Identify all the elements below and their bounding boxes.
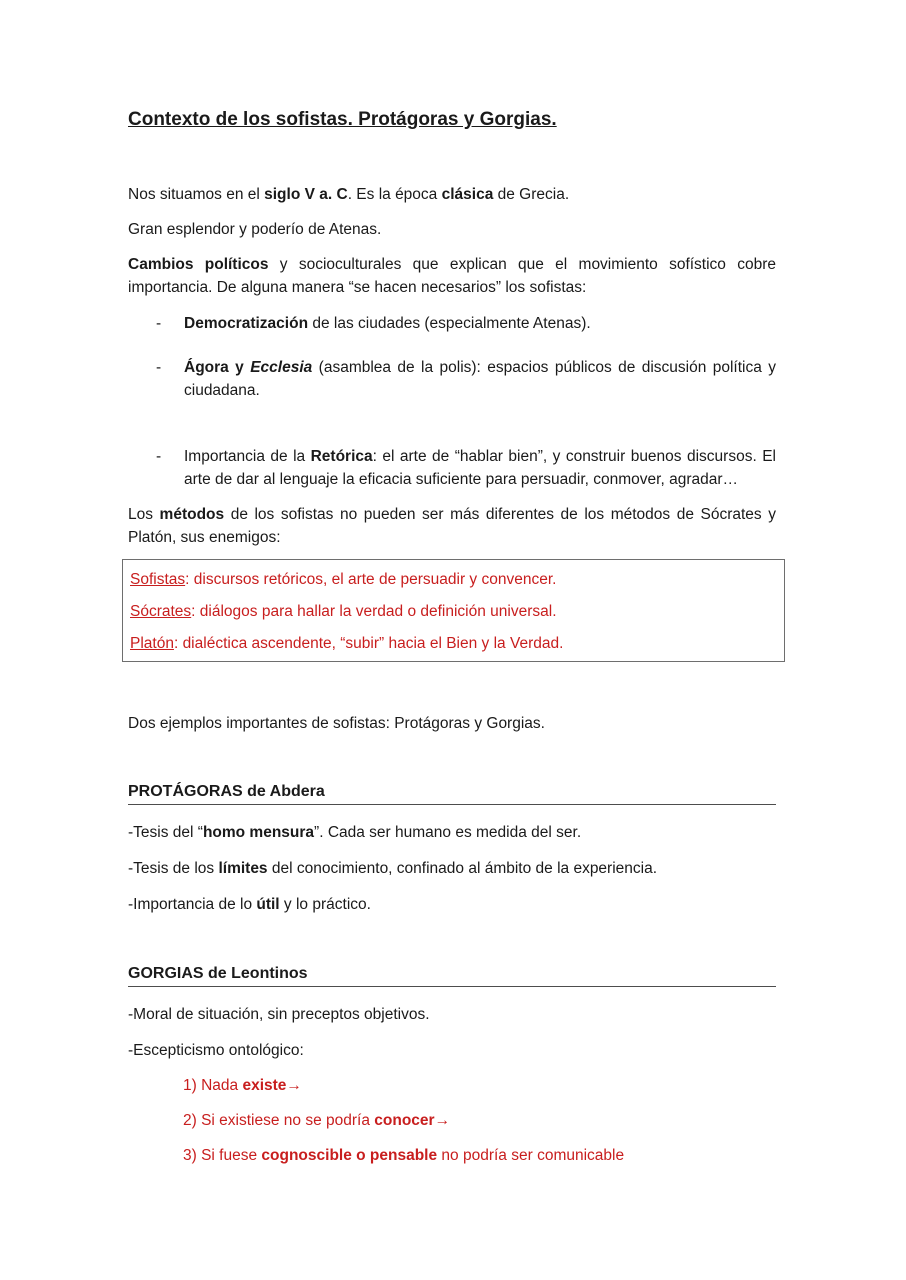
text-segment: clásica <box>441 186 494 203</box>
text-segment: Sócrates <box>130 603 192 620</box>
paragraph-two-examples <box>128 712 776 735</box>
protagoras-item-util <box>128 893 776 916</box>
protagoras-item-homo-mensura <box>128 821 776 844</box>
text-segment: -Tesis del “ <box>128 824 203 841</box>
paragraph-era <box>128 183 776 206</box>
protagoras-item-limites <box>128 857 776 880</box>
text-segment: Democratización <box>184 315 309 332</box>
section-heading-gorgias: GORGIAS de Leontinos <box>128 962 776 987</box>
text-segment: Cambios políticos <box>128 256 269 273</box>
text-segment: y socioculturales que explican que el movimiento sofístico cobre importancia. De alguna manera “se hacen necesarios” los sofistas: <box>128 256 777 296</box>
gorgias-numbered-item-2 <box>128 1109 776 1132</box>
text-segment: 2) Si existiese no se podría <box>183 1112 375 1129</box>
text-segment: y lo práctico. <box>279 896 371 913</box>
text-segment: Ecclesia <box>250 359 313 376</box>
text-segment: de los sofistas no pueden ser más diferentes de los métodos de Sócrates y Platón, sus enemigos: <box>128 506 776 546</box>
bullet-democratization <box>128 312 776 335</box>
bullet-rhetoric <box>128 445 776 491</box>
text-segment: -Tesis de los <box>128 860 219 877</box>
text-segment: -Importancia de lo <box>128 896 257 913</box>
box-row-socrates <box>130 600 774 623</box>
text-segment: existe <box>242 1077 287 1094</box>
paragraph-methods <box>128 503 776 549</box>
text-segment: (asamblea de la polis): espacios públicos de discusión política y ciudadana. <box>184 359 776 399</box>
document-title: Contexto de los sofistas. Protágoras y Gorgias. <box>128 109 557 130</box>
section-heading-protagoras: PROTÁGORAS de Abdera <box>128 780 776 805</box>
text-segment: Los <box>128 506 160 523</box>
text-segment: homo mensura <box>202 824 315 841</box>
text-segment: conocer <box>374 1112 435 1129</box>
text-segment: límites <box>218 860 268 877</box>
text-segment: Platón <box>130 635 174 652</box>
text-segment: Retórica <box>310 448 373 465</box>
text-segment: : dialéctica ascendente, “subir” hacia el Bien y la Verdad. <box>173 635 564 652</box>
text-segment: → <box>286 1077 302 1094</box>
bullet-agora-ecclesia <box>128 356 776 402</box>
text-segment: : el arte de “hablar bien”, y construir buenos discursos. El arte de dar al lenguaje la eficacia suficiente para persuadir, conmover, agradar… <box>184 448 776 488</box>
gorgias-numbered-item-1 <box>128 1074 776 1097</box>
text-segment: Sofistas <box>130 571 186 588</box>
text-segment: : discursos retóricos, el arte de persuadir y convencer. <box>185 571 557 588</box>
text-segment: cognoscible o pensable <box>261 1147 438 1164</box>
text-segment: siglo V a. C <box>264 186 348 203</box>
box-row-sofistas <box>130 568 774 591</box>
text-segment: ”. Cada ser humano es medida del ser. <box>314 824 582 841</box>
text-segment: de Grecia. <box>493 186 570 203</box>
text-segment: -Escepticismo ontológico: <box>128 1042 304 1059</box>
text-segment: . Es la época <box>347 186 442 203</box>
text-segment: 3) Si fuese <box>183 1147 262 1164</box>
text-segment: Gran esplendor y poderío de Atenas. <box>128 221 382 238</box>
text-segment: -Moral de situación, sin preceptos objetivos. <box>128 1006 430 1023</box>
box-row-platon <box>130 632 774 655</box>
text-segment: 1) Nada <box>183 1077 243 1094</box>
text-segment: de las ciudades (especialmente Atenas). <box>308 315 591 332</box>
text-segment: Ágora y <box>184 359 251 376</box>
paragraph-athens-splendor <box>128 218 776 241</box>
text-segment: útil <box>256 896 280 913</box>
context-bullet-list <box>128 312 776 491</box>
gorgias-item-escepticismo <box>128 1039 776 1062</box>
text-segment: → <box>434 1112 451 1129</box>
text-segment: Nos situamos en el <box>128 186 265 203</box>
text-segment: : diálogos para hallar la verdad o definición universal. <box>191 603 557 620</box>
gorgias-numbered-item-3 <box>128 1144 776 1167</box>
methods-comparison-box <box>122 559 785 662</box>
text-segment: Importancia de la <box>184 448 311 465</box>
text-segment: del conocimiento, confinado al ámbito de la experiencia. <box>267 860 658 877</box>
paragraph-political-changes <box>128 253 776 299</box>
text-segment: métodos <box>159 506 225 523</box>
text-segment: Dos ejemplos importantes de sofistas: Protágoras y Gorgias. <box>128 715 545 732</box>
gorgias-item-moral <box>128 1003 776 1026</box>
text-segment: no podría ser comunicable <box>437 1147 625 1164</box>
